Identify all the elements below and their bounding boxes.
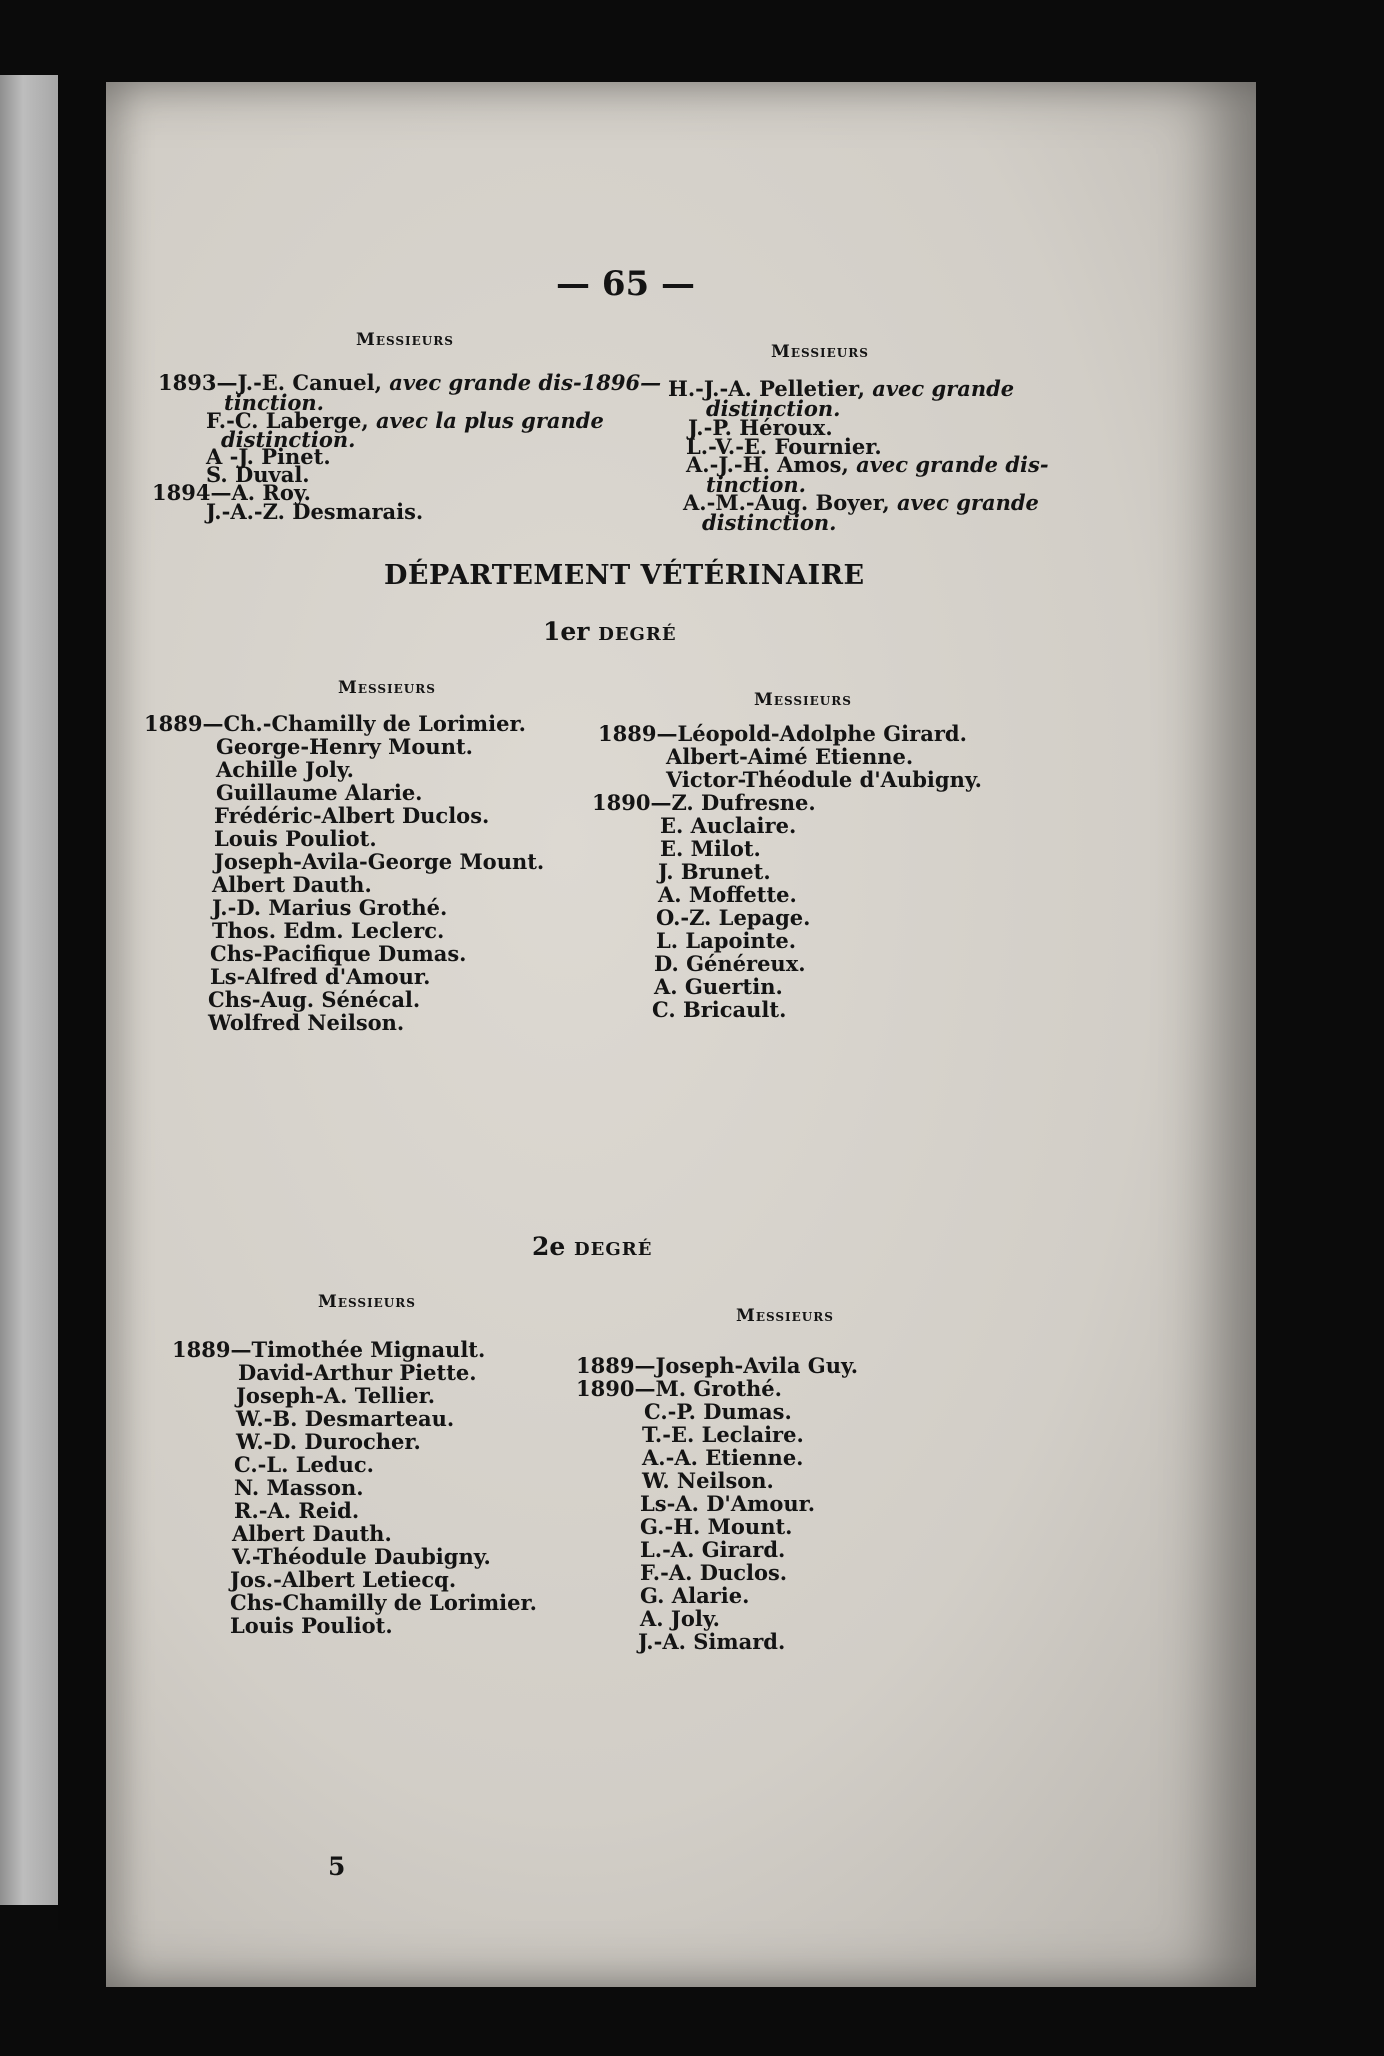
list-item: A. Moffette. [658,882,797,907]
book-page [106,82,1256,1987]
list-item: Louis Pouliot. [214,826,377,851]
list-item: A.-M.-Aug. Boyer, avec grande [683,490,1039,515]
list-item: C.-L. Leduc. [234,1452,374,1477]
list-item: distinction. [706,396,841,421]
messieurs-header-d1-right: Messieurs [754,690,852,710]
list-item: G.-H. Mount. [640,1514,793,1539]
list-item: Louis Pouliot. [230,1613,393,1638]
list-item: J.-A.-Z. Desmarais. [206,499,424,524]
list-item: H.-J.-A. Pelletier, avec grande [668,376,1015,401]
list-item: 1889—Ch.-Chamilly de Lorimier. [144,711,526,736]
list-item: 1889—Timothée Mignault. [172,1337,486,1362]
list-item: J.-A. Simard. [638,1629,786,1654]
list-item: E. Milot. [660,836,761,861]
list-item: Chs-Aug. Sénécal. [208,987,421,1012]
degree-2-right-list [576,1354,858,1653]
list-item: A -J. Pinet. [206,444,331,469]
list-item: C. Bricault. [652,997,787,1022]
degree-2-left-list [172,1338,537,1637]
list-item: O.-Z. Lepage. [656,905,811,930]
list-item: J.-D. Marius Grothé. [212,895,448,920]
list-item: Joseph-Avila-George Mount. [214,849,545,874]
messieurs-header-top-right: Messieurs [771,342,869,362]
page-number: — 65 — [556,264,695,304]
list-item: Chs-Chamilly de Lorimier. [230,1590,537,1615]
list-item: distinction. [702,510,837,535]
list-item: Thos. Edm. Leclerc. [212,918,445,943]
list-item: C.-P. Dumas. [644,1399,792,1424]
list-item: 1894—A. Roy. [152,480,311,505]
list-item: J. Brunet. [658,859,771,884]
list-item: Joseph-A. Tellier. [236,1383,436,1408]
degree-1-left-list [144,712,544,1034]
list-item: 1889—Joseph-Avila Guy. [576,1353,859,1378]
list-item: W.-D. Durocher. [236,1429,421,1454]
messieurs-header-top-left: Messieurs [356,330,454,350]
list-item: tinction. [706,472,806,497]
list-item: 1893—J.-E. Canuel, avec grande dis-1896— [158,370,662,395]
list-item: W. Neilson. [642,1468,774,1493]
list-item: George-Henry Mount. [216,734,473,759]
list-item: L.-V.-E. Fournier. [686,434,882,459]
list-item: Chs-Pacifique Dumas. [210,941,467,966]
list-item: 1889—Léopold-Adolphe Girard. [598,721,967,746]
messieurs-header-d2-right: Messieurs [736,1306,834,1326]
list-item: 1890—M. Grothé. [576,1376,782,1401]
list-item: A. Guertin. [654,974,783,999]
list-item: J.-P. Héroux. [688,415,833,440]
list-item: F.-C. Laberge, avec la plus grande [206,408,604,433]
list-item: Achille Joly. [216,757,354,782]
list-item: S. Duval. [206,462,310,487]
department-title: DÉPARTEMENT VÉTÉRINAIRE [384,560,865,591]
messieurs-header-d2-left: Messieurs [318,1292,416,1312]
list-item: tinction. [224,390,324,415]
degree-1-heading: 1er DEGRÉ [543,617,677,646]
list-item: L. Lapointe. [656,928,797,953]
signature-number: 5 [328,1852,346,1881]
list-item: Frédéric-Albert Duclos. [214,803,490,828]
list-item: Ls-A. D'Amour. [640,1491,816,1516]
list-item: L.-A. Girard. [640,1537,786,1562]
list-item: Albert Dauth. [232,1521,392,1546]
list-item: N. Masson. [234,1475,364,1500]
list-item: Albert Dauth. [212,872,372,897]
list-item: G. Alarie. [640,1583,750,1608]
list-item: W.-B. Desmarteau. [236,1406,455,1431]
list-item: David-Arthur Piette. [238,1360,477,1385]
messieurs-header-d1-left: Messieurs [338,678,436,698]
list-item: T.-E. Leclaire. [642,1422,804,1447]
list-item: Jos.-Albert Letiecq. [230,1567,457,1592]
degree-2-heading: 2e DEGRÉ [532,1232,653,1261]
list-item: R.-A. Reid. [234,1498,360,1523]
list-item: distinction. [221,427,356,452]
list-item: Albert-Aimé Etienne. [666,744,914,769]
previous-page-edge [0,75,58,1905]
list-item: Ls-Alfred d'Amour. [210,964,431,989]
list-item: Guillaume Alarie. [216,780,423,805]
list-item: D. Généreux. [654,951,806,976]
list-item: E. Auclaire. [660,813,797,838]
list-item: A.-J.-H. Amos, avec grande dis- [686,452,1049,477]
list-item: Victor-Théodule d'Aubigny. [666,767,982,792]
list-item: 1890—Z. Dufresne. [592,790,816,815]
list-item: A.-A. Etienne. [642,1445,804,1470]
list-item: Wolfred Neilson. [208,1010,405,1035]
list-item: V.-Théodule Daubigny. [232,1544,491,1569]
degree-1-right-list [592,721,982,1022]
list-item: F.-A. Duclos. [640,1560,788,1585]
list-item: A. Joly. [640,1606,720,1631]
